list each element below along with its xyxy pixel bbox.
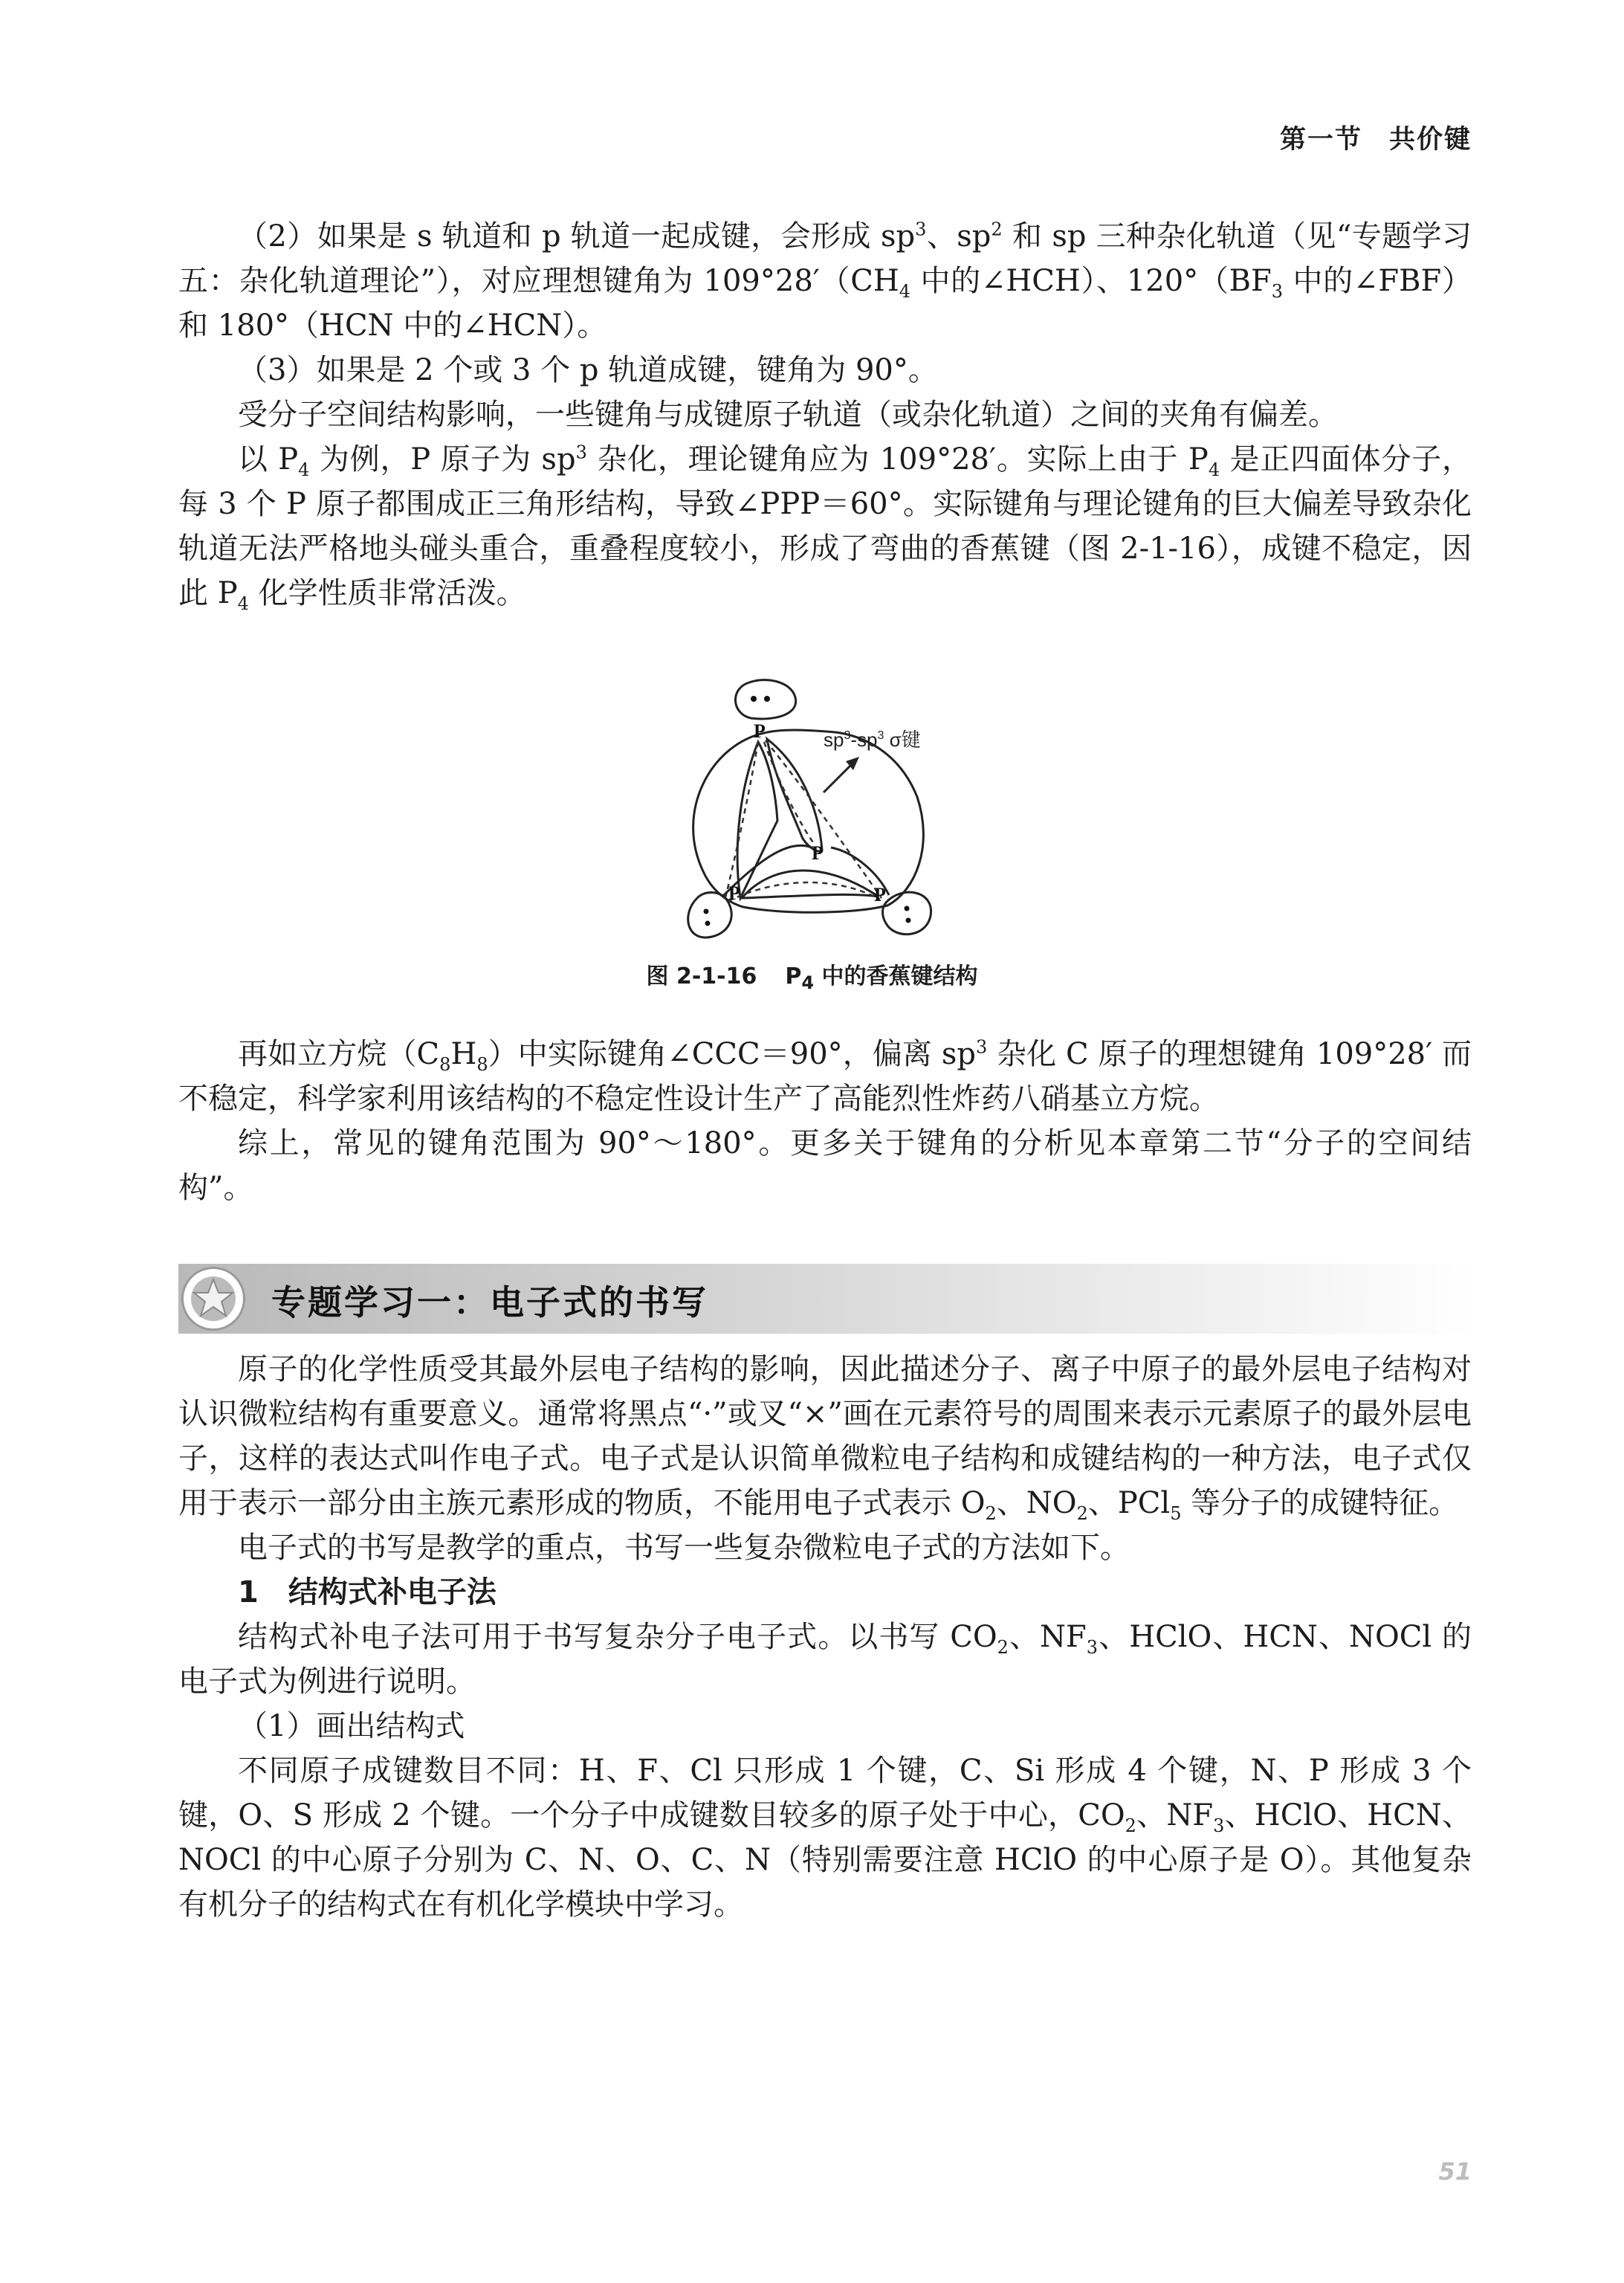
text-block-electron-formula [178,1347,1472,1927]
figure-caption: 图 2-1-16 $P_4$ 中的香蕉键结构 [646,963,978,993]
text-block-bond-angles [178,214,1472,616]
star-icon [184,1269,243,1328]
electron-dot [764,696,770,702]
atom-label-right: P [874,884,886,905]
inner-orbital-bottom [742,871,879,898]
header-section: 第一节 [1279,125,1362,155]
atom-label-top: P [754,720,766,742]
section-banner [178,1264,1479,1334]
bond-pointer-arrow [824,763,853,792]
bond-axis-left [725,742,758,898]
paragraph-p4-example: 以 $P_4$ 为例，P 原子为 $sp^3$ 杂化，理论键角应为 109°28′。实际上由于 $P_4$ 是正四面体分子，每 3 个 P 原子都围成正三角形结构，导致∠PPP＝60°。实际键角与理论键角的巨大偏差导致杂化轨道无法严格地头碰头重合，重叠程度较小，形成了弯曲的香蕉键（图 2-1-16），成键不稳定，因此 $P_4$ 化学性质非常活泼。 [178,442,1472,614]
paragraph-hybrid-orbitals: （2）如果是 s 轨道和 p 轨道一起成键，会形成 $sp^3$、$sp^2$ 和 sp 三种杂化轨道（见“专题学习五：杂化轨道理论”），对应理想键角为 $109^\circ 28'(CH_4$ 中的∠HCH）、$120^\circ(BF_3$ 中的∠FBF）和 180°（HCN 中的∠HCN）。 [178,219,1472,343]
step-heading: （1）画出结构式 [238,1709,465,1743]
paragraph-deviation: 受分子空间结构影响，一些键角与成键原子轨道（或杂化轨道）之间的夹角有偏差。 [238,398,1338,432]
paragraph-methods-intro: 电子式的书写是教学的重点，书写一些复杂微粒电子式的方法如下。 [238,1531,1130,1565]
electron-dot [705,921,711,926]
atom-label-left: P [728,882,740,904]
electron-dot [905,906,910,911]
page-number: 51 [1438,2157,1472,2186]
subsection-heading: 1 结构式补电子法 [238,1575,496,1609]
star-badge-icon [181,1267,245,1331]
electron-dot [906,918,911,923]
section-title: 专题学习一：电子式的书写 [271,1282,708,1323]
paragraph-p-orbitals: （3）如果是 2 个或 3 个 p 轨道成键，键角为 90°。 [238,353,938,387]
header-title: 共价键 [1388,125,1472,155]
figure-number: 图 2-1-16 [646,963,757,989]
banana-bond-diagram [654,675,996,943]
running-header [1280,119,1472,156]
electron-dot [751,696,757,702]
bond-type-label: $sp^3-sp^3$ σ键 [824,729,921,751]
paragraph-cubane: 再如立方烷$(C_8H_8)$中实际键角∠CCC＝90°，偏离 $sp^3$ 杂化 C 原子的理想键角 109°28′ 而不稳定，科学家利用该结构的不稳定性设计生产了高能烈性炸药八硝基立方烷。 [178,1036,1472,1116]
electron-dot [704,909,709,914]
text-block-cubane [178,1032,1472,1210]
bond-axis-right [766,740,881,898]
paragraph-summary: 综上，常见的键角范围为 90°～180°。更多关于键角的分析见本章第二节“分子的空间结构”。 [178,1126,1472,1205]
paragraph-electron-formula-intro: 原子的化学性质受其最外层电子结构的影响，因此描述分子、离子中原子的最外层电子结构对认识微粒结构有重要意义。通常将黑点“·”或叉“×”画在元素符号的周围来表示元素原子的最外层电子，这样的表达式叫作电子式。电子式是认识简单微粒电子结构和成键结构的一种方法，电子式仅用于表示一部分由主族元素形成的物质，不能用电子式表示 $O_2$、$NO_2$、PCl$_5$ 等分子的成键特征。 [178,1352,1472,1524]
paragraph-bond-counts: 不同原子成键数目不同：H、F、Cl 只形成 1 个键，C、Si 形成 4 个键，N、P 形成 3 个键，O、S 形成 2 个键。一个分子中成键数目较多的原子处于中心，$CO_2$、$NF_3$、HClO、HCN、NOCl 的中心原子分别为 C、N、O、C、N（特别需要注意 HClO 的中心原子是 O）。其他复杂有机分子的结构式在有机化学模块中学习。 [178,1754,1472,1922]
lone-pair-lobe-right [883,892,931,934]
paragraph-structural-method: 结构式补电子法可用于书写复杂分子电子式。以书写 $CO_2$、$NF_3$、HClO、HCN、NOCl 的电子式为例进行说明。 [178,1620,1472,1699]
atom-label-center: P [812,842,824,864]
